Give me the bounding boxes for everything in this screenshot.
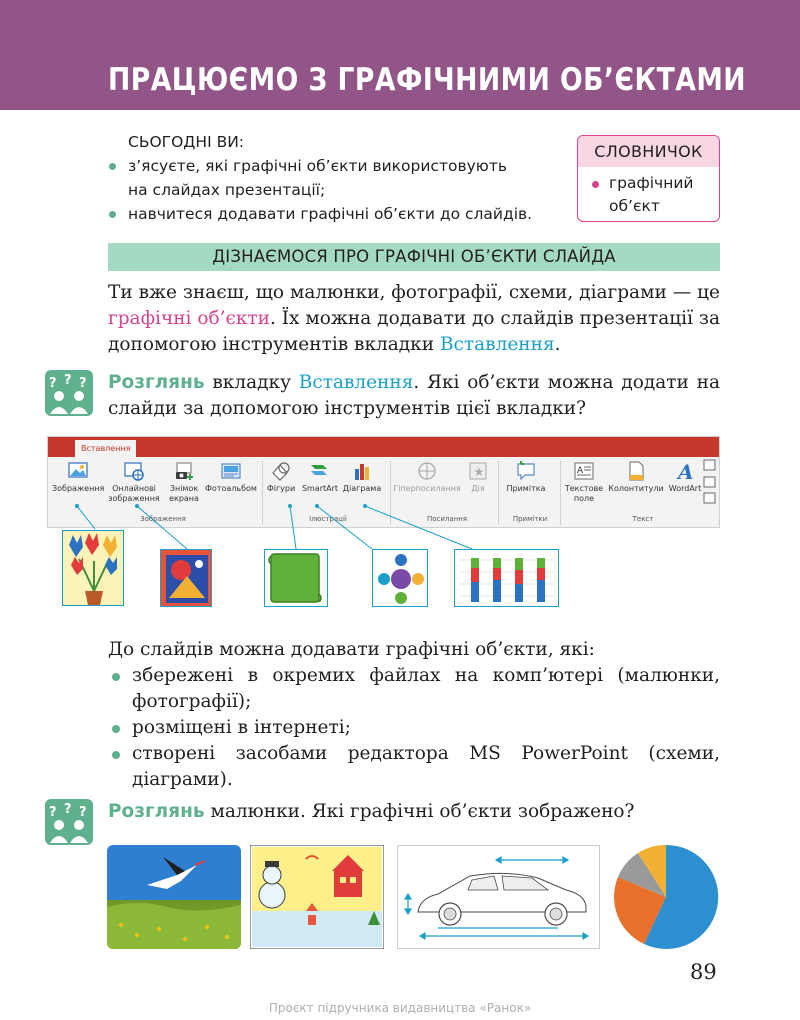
ribbon-button-shapes[interactable] <box>264 461 298 494</box>
car-diagram-image <box>397 845 600 949</box>
scroll-shape-image <box>264 549 328 607</box>
ribbon-group-label: Примітки <box>512 515 548 523</box>
ribbon-button-chart[interactable] <box>342 461 382 494</box>
ribbon-button-label: Гіперпосилання <box>393 484 461 493</box>
list-item: створені засобами редактора MS PowerPoint (схеми, діаграми). <box>108 741 720 793</box>
glossary-title: СЛОВНИЧОК <box>578 136 719 167</box>
ribbon-button-label: Текстове <box>564 484 604 493</box>
ribbon-button-comment[interactable] <box>500 461 552 494</box>
objective-text: навчитеся додавати графічні об’єкти до слайдів. <box>128 205 533 223</box>
ribbon-button-label: поле <box>573 494 595 503</box>
textbox-icon <box>573 461 595 481</box>
pie-chart-image <box>608 845 722 949</box>
screenshot-icon <box>173 461 195 481</box>
intro-paragraph <box>108 280 720 358</box>
svg-text:?: ? <box>79 805 87 820</box>
ribbon-button-label: Примітка <box>506 484 546 493</box>
stork-photo <box>107 845 241 949</box>
svg-text:A: A <box>577 466 584 476</box>
page-number: 89 <box>690 960 717 984</box>
discuss-icon <box>45 370 93 416</box>
objective-item <box>108 154 578 202</box>
ribbon-button-label: Дія <box>471 484 485 493</box>
svg-text:?: ? <box>49 805 57 820</box>
chart-image <box>454 549 559 607</box>
album-icon <box>220 461 242 481</box>
ribbon-group-label: Текст <box>632 515 654 523</box>
ribbon-group-label: Ілюстрації <box>309 515 347 523</box>
svg-text:★: ★ <box>473 465 485 479</box>
comment-icon <box>515 461 537 481</box>
objective-text: з’ясуєте, які графічні об’єкти використовують <box>128 157 507 175</box>
flowers-image <box>62 530 124 606</box>
ribbon-button-label: екрана <box>169 494 199 503</box>
task1-paragraph <box>108 370 720 422</box>
chart-icon <box>351 461 373 481</box>
ribbon-button-label: Фігури <box>266 484 296 493</box>
glossary-box <box>577 135 720 222</box>
ribbon-group-label: Зображення <box>140 515 186 523</box>
wordart-icon <box>674 461 696 481</box>
ribbon-button-hyperlink[interactable] <box>392 461 462 494</box>
intro-text: . Їх можна додавати до слайдів презентації за допомогою інструментів вкладки <box>108 308 721 355</box>
ribbon-button-action[interactable] <box>464 461 492 494</box>
page-title: ПРАЦЮЄМО З ГРАФІЧНИМИ ОБ’ЄКТАМИ <box>108 62 747 98</box>
online-images-icon <box>123 461 145 481</box>
drawing-image <box>250 845 384 949</box>
ribbon-button-wordart[interactable] <box>666 461 704 494</box>
task1-text: вкладку <box>204 372 299 393</box>
action-icon <box>467 461 489 481</box>
objective-item <box>108 202 578 226</box>
intro-text: Ти вже знаєш, що малюнки, фотографії, схеми, діаграми — це <box>108 282 720 303</box>
ribbon-button-label: Колонтитули <box>608 484 664 493</box>
footer-note: Проєкт підручника видавництва «Ранок» <box>268 1001 532 1015</box>
intro-tab-name: Вставлення <box>439 334 555 355</box>
objectives-heading: СЬОГОДНІ ВИ: <box>128 133 245 151</box>
svg-text:?: ? <box>64 802 72 817</box>
svg-text:?: ? <box>49 376 57 391</box>
ribbon-button-online-images[interactable] <box>106 461 162 504</box>
objective-text: на слайдах презентації; <box>128 181 326 199</box>
ribbon-button-label: Діаграма <box>342 484 382 493</box>
intro-term: графічні об’єкти <box>108 308 270 329</box>
hyperlink-icon <box>416 461 438 481</box>
task2-lead: Розглянь <box>108 801 205 822</box>
svg-text:?: ? <box>64 373 72 388</box>
section-band <box>108 243 720 271</box>
images-icon <box>67 461 89 481</box>
ribbon-button-label: зображення <box>108 494 160 503</box>
ribbon-button-textbox[interactable] <box>562 461 606 504</box>
ribbon-button-screenshot[interactable] <box>164 461 204 504</box>
discuss-icon <box>45 799 93 845</box>
ribbon-button-label: SmartArt <box>301 484 339 493</box>
glossary-term-text: об’єкт <box>609 197 660 215</box>
ribbon-button-label: Онлайнові <box>112 484 156 493</box>
ribbon-group-label: Посилання <box>426 515 468 523</box>
list-item: розміщені в інтернеті; <box>108 715 720 741</box>
ribbon-button-header-footer[interactable] <box>606 461 666 494</box>
ribbon-title-bar <box>48 437 719 457</box>
ribbon-button-label: WordArt <box>668 484 702 493</box>
ribbon-button-label: Фотоальбом <box>205 484 257 493</box>
task2-text: малюнки. Які графічні об’єкти зображено? <box>204 801 635 822</box>
ribbon-button-label: Зображення <box>52 484 105 493</box>
glossary-term-text: графічний <box>609 174 694 192</box>
task2-paragraph <box>108 799 720 825</box>
task1-lead: Розглянь <box>108 372 205 393</box>
smartart-icon <box>309 461 331 481</box>
svg-text:?: ? <box>79 376 87 391</box>
objectives-block <box>108 130 578 226</box>
list-intro: До слайдів можна додавати графічні об’єкти, які: <box>108 639 595 660</box>
section-title: ДІЗНАЄМОСЯ ПРО ГРАФІЧНІ ОБ’ЄКТИ СЛАЙДА <box>212 247 616 266</box>
ribbon-tab-insert[interactable]: Вставлення <box>75 440 136 458</box>
ribbon-button-album[interactable] <box>204 461 258 494</box>
svg-text:A: A <box>678 461 694 481</box>
ribbon-button-images[interactable] <box>52 461 104 494</box>
ribbon-button-label: Знімок <box>169 484 199 493</box>
task1-text: . Які об’єкти можна додати на слайди за допомогою інструментів цієї вкладки? <box>108 372 720 419</box>
header-footer-icon <box>625 461 647 481</box>
ribbon-button-smartart[interactable] <box>298 461 342 494</box>
task1-tab-name: Вставлення <box>298 372 414 393</box>
intro-text: . <box>554 334 561 355</box>
shapes-icon <box>270 461 292 481</box>
sources-list <box>108 663 720 793</box>
glossary-term <box>578 167 719 218</box>
smartart-image <box>372 549 428 607</box>
list-item: збережені в окремих файлах на комп’ютері (малюнки, фотографії); <box>108 663 720 715</box>
clipart-image <box>160 549 212 607</box>
